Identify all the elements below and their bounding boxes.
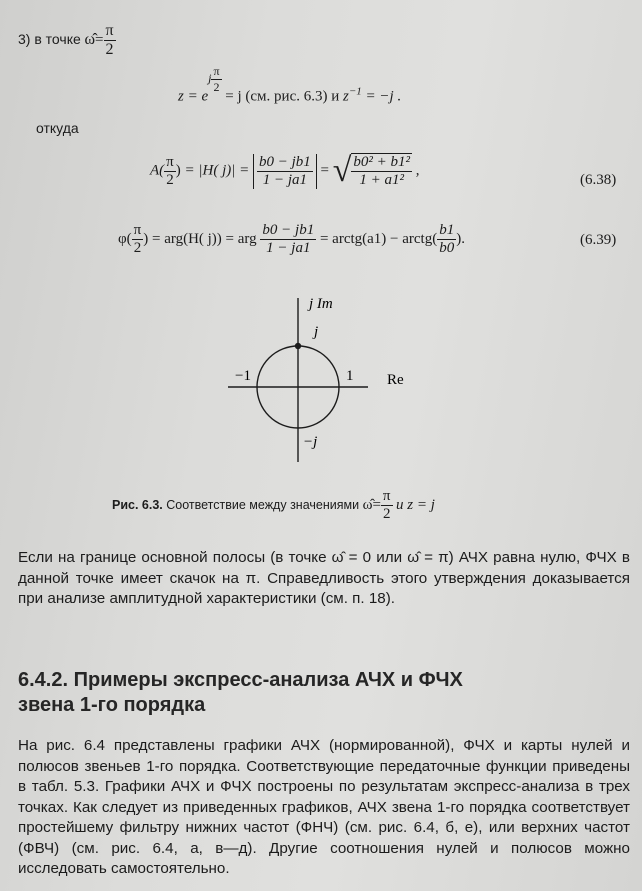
neg-one-label: −1 <box>235 368 251 384</box>
caption-prefix: Рис. 6.3. <box>112 497 163 512</box>
frac-den: 1 − ja1 <box>266 240 311 256</box>
frac-num: b0 − jb1 <box>258 153 311 170</box>
frac-den: b0 <box>439 240 455 256</box>
pi-over-two <box>164 154 176 189</box>
frac <box>257 154 313 189</box>
z-lhs: z = e <box>178 88 209 105</box>
equation-6-39 <box>118 222 465 257</box>
im-label: j Im <box>309 296 333 312</box>
pi-over-two <box>132 222 144 257</box>
heading-line-1: 6.4.2. Примеры экспресс-анализа АЧХ и ФЧХ <box>18 669 463 691</box>
exp-num: π <box>213 64 220 78</box>
A-func: A( <box>150 162 165 179</box>
frac-den: 1 + a1² <box>359 172 405 188</box>
abs-frac <box>253 154 317 189</box>
arctg-text: = arctg(a1) − arctg( <box>319 230 438 247</box>
j-label: j <box>314 324 319 340</box>
sqrt-body <box>351 153 412 189</box>
z-mid: = j (см. рис. 6.3) и <box>225 88 340 105</box>
paragraph-1 <box>18 548 630 610</box>
equals-sign: = <box>95 31 104 48</box>
frac-num: b0 − jb1 <box>262 222 315 238</box>
close-paren: ). <box>456 230 465 247</box>
exp-j: j <box>208 71 212 86</box>
item3-line <box>18 22 116 59</box>
b-frac <box>437 222 456 257</box>
otkuda: откуда <box>36 120 79 136</box>
comma: , <box>415 162 420 179</box>
heading-line-2: звена 1-го порядка <box>18 694 206 716</box>
frac-num: b1 <box>439 222 455 238</box>
omega-hat: ω̂ <box>84 30 96 48</box>
sqrt-sign: √ <box>332 152 352 189</box>
z-inverse: z <box>343 88 349 105</box>
abs-H: = |H( j)| = <box>184 162 250 179</box>
z-rhs: = −j . <box>365 88 402 105</box>
frac-num: π <box>133 222 142 238</box>
equation-6-38 <box>150 152 420 190</box>
point-j <box>295 343 301 349</box>
z-equation <box>178 64 402 113</box>
neg-j-label: −j <box>303 434 318 450</box>
z-inv-exp: −1 <box>348 85 362 98</box>
re-label: Re <box>387 372 404 388</box>
frac <box>351 154 412 189</box>
paragraph-1-text: Если на границе основной полосы (в точке ω̂ = 0 или ω̂ = π) АЧХ равна нулю, ФЧХ в данной точке имеет скачок на π. Справедливость этого утверждения доказывается при анализе амплитудной характеристики (см. п. 18). <box>18 549 630 607</box>
frac-den: 2 <box>105 41 114 58</box>
equals-sign: = <box>320 162 329 179</box>
frac-den: 1 − ja1 <box>262 171 308 188</box>
frac-den: 2 <box>166 171 174 188</box>
phi-func: φ( <box>118 230 132 247</box>
frac-num: π <box>166 153 174 170</box>
one-label: 1 <box>346 368 354 384</box>
frac-den: 2 <box>133 240 142 256</box>
frac <box>260 222 316 257</box>
paren: ) <box>175 162 181 179</box>
frac-den: 2 <box>382 506 391 522</box>
frac-num: π <box>382 488 391 504</box>
equation-number-6-39: (6.39) <box>580 232 617 248</box>
caption-text: Соответствие между значениями <box>166 497 360 512</box>
section-heading <box>18 668 463 718</box>
figure-caption <box>112 488 435 523</box>
paragraph-2 <box>18 736 630 880</box>
exp-den: 2 <box>213 80 220 94</box>
exponent <box>208 64 221 94</box>
item3-label: 3) в точке <box>18 30 81 47</box>
paragraph-2-text: На рис. 6.4 представлены графики АЧХ (нормированной), ФЧХ и карты нулей и полюсов звеньев 1-го порядка. Соответствующие передаточные функции приведены в табл. 5.3. Графики АЧХ и ФЧХ построены по результатам экспресс-анализа в трех точках. Как следует из приведенных графиков, АЧХ звена 1-го порядка соответствует простейшему фильтру нижних частот (ФНЧ) (см. рис. 6.4, б, е), или верхних частот (ФВЧ) (см. рис. 6.4, а, в—д). Другие соотношения нулей и полюсов можно исследовать самостоятельно. <box>18 737 630 877</box>
equation-number-6-38: (6.38) <box>580 172 617 188</box>
caption-rest: и z = j <box>395 496 435 513</box>
caption-frac <box>381 488 393 523</box>
caption-omega: ω̂ <box>362 496 373 513</box>
frac-num: π <box>105 22 114 39</box>
exp-frac <box>211 64 221 95</box>
frac-num: b0² + b1² <box>353 154 411 170</box>
pi-over-two <box>104 22 116 59</box>
unit-circle <box>257 346 339 428</box>
arg-text: ) = arg(H( j)) = arg <box>143 230 257 247</box>
caption-eq: = <box>372 496 381 513</box>
